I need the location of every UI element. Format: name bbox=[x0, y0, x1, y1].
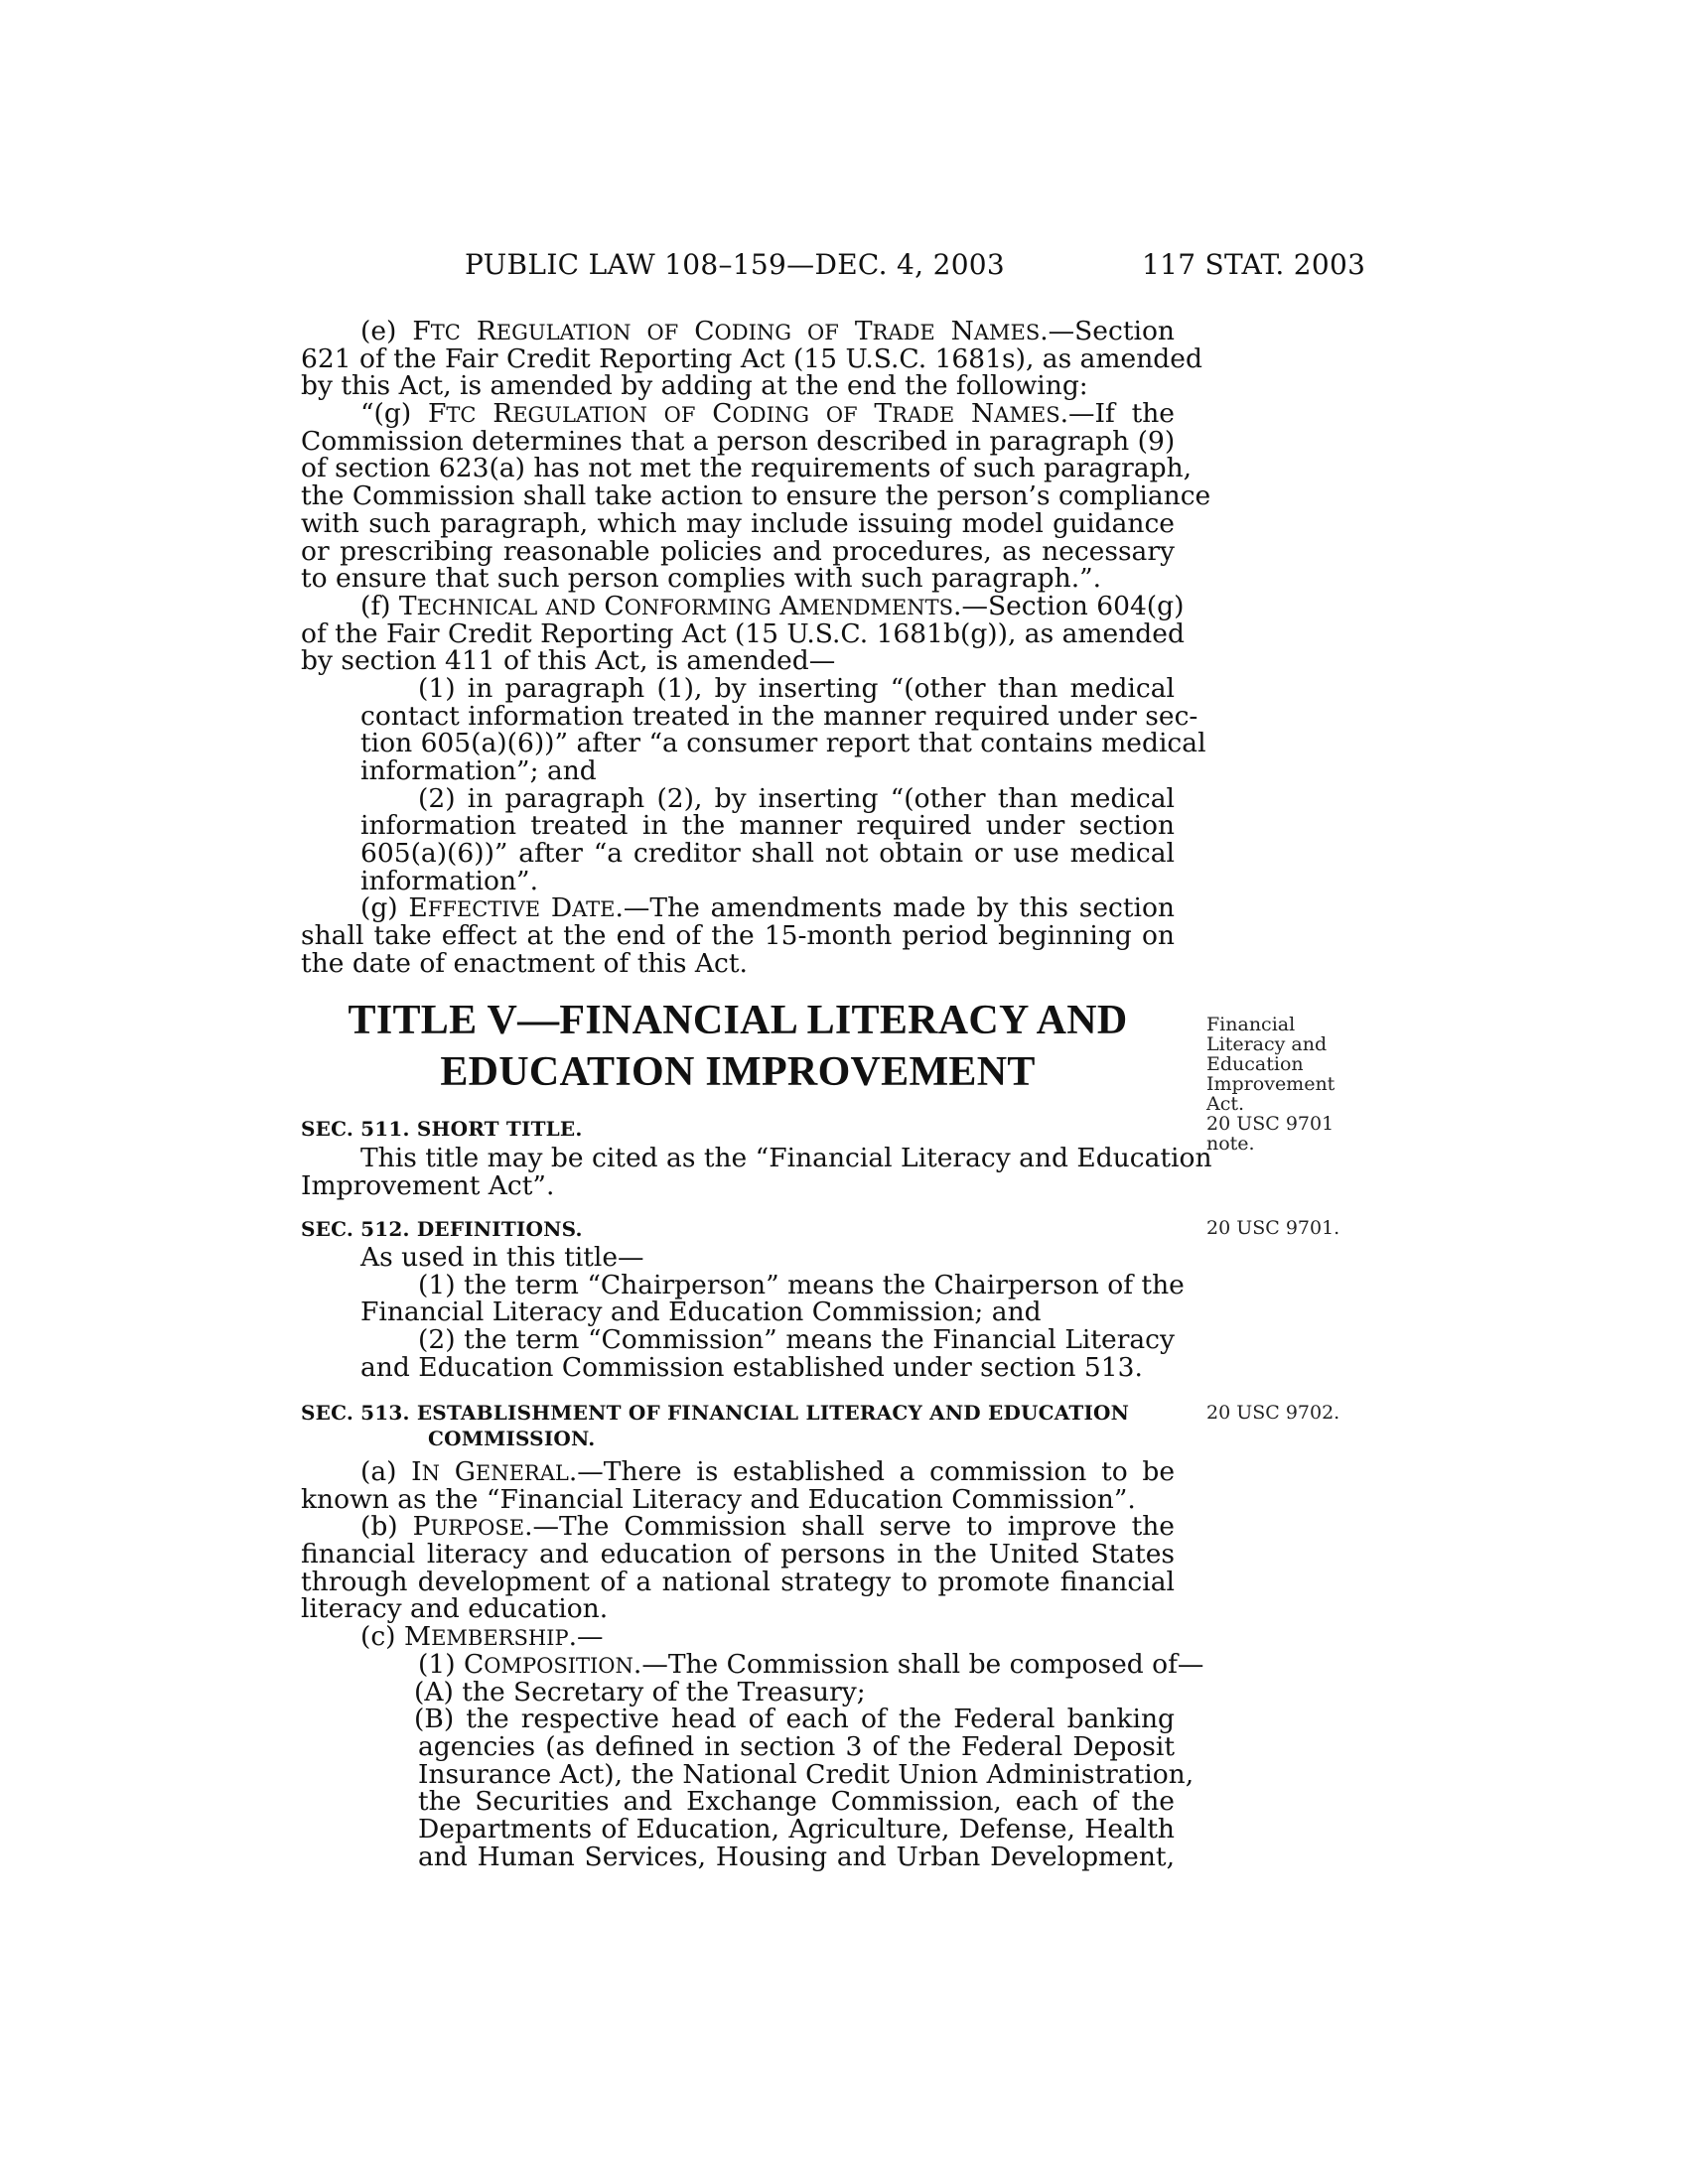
text-line: known as the “Financial Literacy and Education Commission”. bbox=[301, 1483, 1136, 1515]
text-line: (g) EFFECTIVE DATE.—The amendments made by this section bbox=[360, 892, 1175, 924]
text-line: information”. bbox=[360, 865, 539, 896]
text-line: tion 605(a)(6))” after “a consumer report that contains medical bbox=[360, 728, 1206, 759]
margin-note-9701: 20 USC 9701. bbox=[1206, 1217, 1340, 1239]
text-line: financial literacy and education of persons in the United States bbox=[301, 1539, 1175, 1570]
text-line: or prescribing reasonable policies and procedures, as necessary bbox=[301, 535, 1175, 567]
margin-note-act bbox=[1206, 1015, 1335, 1154]
text-line: by this Act, is amended by adding at the end the following: bbox=[301, 370, 1088, 402]
margin-note-line: Financial bbox=[1206, 1014, 1296, 1035]
text-line: through development of a national strategy to promote financial bbox=[301, 1566, 1175, 1597]
title-line-2: EDUCATION IMPROVEMENT bbox=[440, 1049, 1036, 1095]
text-line: Commission determines that a person described in paragraph (9) bbox=[301, 425, 1176, 457]
text-line: and Education Commission established under section 513. bbox=[360, 1351, 1143, 1383]
margin-note-9702: 20 USC 9702. bbox=[1206, 1402, 1340, 1424]
text-line: the Commission shall take action to ensure the person’s compliance bbox=[301, 480, 1211, 512]
text-line: (1) COMPOSITION.—The Commission shall be composed of— bbox=[418, 1648, 1204, 1680]
sec-512-body bbox=[301, 1242, 1185, 1383]
text-line: Departments of Education, Agriculture, Defense, Health bbox=[418, 1813, 1175, 1844]
title-line-1: TITLE V—FINANCIAL LITERACY AND bbox=[348, 998, 1128, 1043]
text-line: shall take effect at the end of the 15-month period beginning on bbox=[301, 920, 1175, 952]
sec-513-body bbox=[301, 1456, 1204, 1872]
text-line: (b) PURPOSE.—The Commission shall serve to improve the bbox=[360, 1511, 1175, 1543]
text-line: to ensure that such person complies with such paragraph.”. bbox=[301, 563, 1102, 595]
text-line: the Securities and Exchange Commission, each of the bbox=[418, 1786, 1175, 1818]
text-line: Improvement Act”. bbox=[301, 1169, 555, 1201]
text-line: the date of enactment of this Act. bbox=[301, 947, 748, 979]
text-line: with such paragraph, which may include issuing model guidance bbox=[301, 507, 1175, 539]
text-line: (f) TECHNICAL AND CONFORMING AMENDMENTS.—Section 604(g) bbox=[360, 590, 1185, 621]
text-line: of the Fair Credit Reporting Act (15 U.S.C. 1681b(g)), as amended bbox=[301, 617, 1185, 649]
sec-511-heading: SEC. 511. SHORT TITLE. bbox=[301, 1117, 583, 1141]
text-line: 605(a)(6))” after “a creditor shall not obtain or use medical bbox=[360, 838, 1175, 870]
text-line: Insurance Act), the National Credit Union Administration, bbox=[418, 1758, 1195, 1790]
text-line: (2) the term “Commission” means the Financial Literacy bbox=[418, 1324, 1175, 1356]
text-line: information treated in the manner required under section bbox=[360, 810, 1175, 842]
text-line: literacy and education. bbox=[301, 1593, 609, 1625]
text-line: (2) in paragraph (2), by inserting “(other than medical bbox=[418, 782, 1175, 814]
sec-512-heading: SEC. 512. DEFINITIONS. bbox=[301, 1217, 583, 1241]
text-line: contact information treated in the manner required under sec- bbox=[360, 700, 1198, 732]
text-line: information”; and bbox=[360, 755, 597, 786]
margin-note-line: Literacy and bbox=[1206, 1033, 1328, 1055]
sec-513-heading-line2: COMMISSION. bbox=[428, 1427, 596, 1450]
margin-note-line: Education bbox=[1206, 1053, 1304, 1075]
text-line: “(g) FTC REGULATION OF CODING OF TRADE NAMES.—If the bbox=[360, 398, 1175, 430]
text-line: 621 of the Fair Credit Reporting Act (15 U.S.C. 1681s), as amended bbox=[301, 342, 1202, 374]
text-line: Financial Literacy and Education Commission; and bbox=[360, 1297, 1042, 1328]
margin-note-line: Improvement bbox=[1206, 1073, 1336, 1095]
running-header-law: PUBLIC LAW 108–159—DEC. 4, 2003 bbox=[465, 248, 1006, 281]
text-line: and Human Services, Housing and Urban Development, bbox=[418, 1841, 1175, 1872]
margin-note-line: note. bbox=[1206, 1133, 1255, 1155]
text-line: (a) IN GENERAL.—There is established a commission to be bbox=[360, 1456, 1176, 1487]
text-line: (A) the Secretary of the Treasury; bbox=[414, 1676, 866, 1707]
text-line: agencies (as defined in section 3 of the Federal Deposit bbox=[418, 1730, 1175, 1762]
text-line: (1) the term “Chairperson” means the Chairperson of the bbox=[418, 1269, 1185, 1300]
text-line: (e) FTC REGULATION OF CODING OF TRADE NAMES.—Section bbox=[360, 316, 1175, 346]
margin-note-line: Act. bbox=[1206, 1093, 1245, 1115]
running-header-page: 117 STAT. 2003 bbox=[1142, 248, 1366, 281]
margin-note-line: 20 USC 9701 bbox=[1206, 1113, 1335, 1135]
text-line: (c) MEMBERSHIP.— bbox=[360, 1621, 604, 1653]
sec-513-heading-line1: SEC. 513. ESTABLISHMENT OF FINANCIAL LITERACY AND EDUCATION bbox=[301, 1401, 1130, 1425]
text-line: by section 411 of this Act, is amended— bbox=[301, 645, 836, 677]
text-line: of section 623(a) has not met the requirements of such paragraph, bbox=[301, 453, 1193, 484]
text-line: (B) the respective head of each of the Federal banking bbox=[414, 1704, 1175, 1735]
text-line: (1) in paragraph (1), by inserting “(other than medical bbox=[418, 672, 1175, 704]
title-heading bbox=[301, 995, 1175, 1098]
section-body-block1 bbox=[301, 316, 1211, 979]
text-line: As used in this title— bbox=[360, 1242, 644, 1273]
sec-511-body bbox=[301, 1143, 1212, 1201]
text-line: This title may be cited as the “Financial Literacy and Education bbox=[360, 1143, 1212, 1173]
